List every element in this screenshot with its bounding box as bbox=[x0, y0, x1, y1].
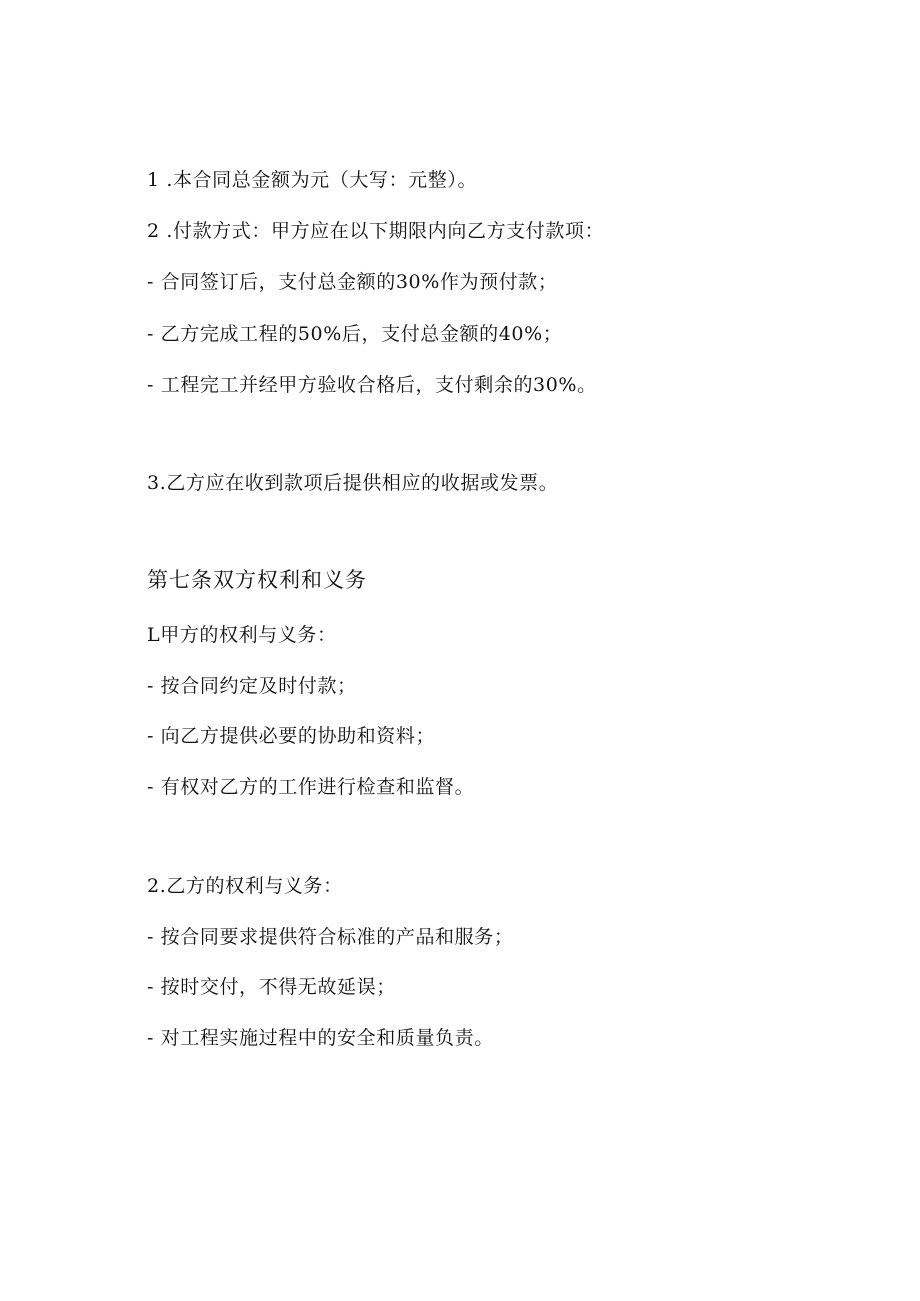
party-a-heading: L甲方的权利与义务： bbox=[147, 624, 337, 646]
payment-total-clause: 1 .本合同总金额为元（大写：元整）。 bbox=[147, 169, 478, 191]
section-title: 第七条双方权利和义务 bbox=[147, 568, 367, 592]
receipt-clause: 3.乙方应在收到款项后提供相应的收据或发票。 bbox=[147, 472, 559, 494]
payment-method-clause: 2 .付款方式：甲方应在以下期限内向乙方支付款项： bbox=[147, 220, 605, 242]
party-a-item: - 向乙方提供必要的协助和资料； bbox=[147, 725, 436, 747]
party-b-heading: 2.乙方的权利与义务： bbox=[147, 875, 343, 897]
payment-item-advance: - 合同签订后，支付总金额的30%作为预付款； bbox=[147, 271, 558, 293]
party-a-item: - 有权对乙方的工作进行检查和监督。 bbox=[147, 776, 475, 798]
party-b-item: - 按合同要求提供符合标准的产品和服务； bbox=[147, 926, 514, 948]
party-b-item: - 按时交付，不得无故延误； bbox=[147, 976, 396, 998]
payment-item-progress: - 乙方完成工程的50%后，支付总金额的40%； bbox=[147, 323, 563, 345]
party-b-item: - 对工程实施过程中的安全和质量负责。 bbox=[147, 1027, 494, 1049]
payment-item-final: - 工程完工并经甲方验收合格后，支付剩余的30%。 bbox=[147, 374, 597, 396]
party-a-item: - 按合同约定及时付款； bbox=[147, 675, 357, 697]
